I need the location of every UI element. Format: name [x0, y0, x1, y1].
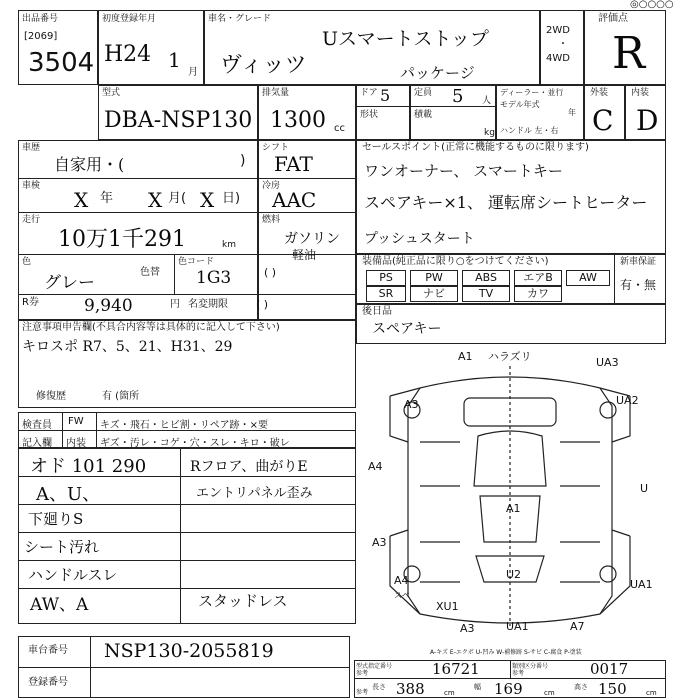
insp-line-1: オド 101 290	[30, 456, 147, 477]
mark-xu1: XU1	[436, 600, 459, 613]
len-label: 長さ	[372, 683, 386, 691]
regno-label: 登録番号	[28, 677, 68, 688]
ac-value: AAC	[272, 188, 317, 212]
inspector-row1: キズ・飛石・ヒビ割・リペア跡・×要	[100, 420, 268, 431]
fuel-label: 燃料	[262, 215, 281, 225]
transfer-value: ( )	[256, 298, 269, 311]
top-right-marks: ◎○○○○	[630, 0, 674, 10]
stock-label: 出品番号	[22, 14, 59, 24]
mileage-value: 10万1千291	[58, 227, 186, 252]
history-close: )	[240, 153, 246, 169]
color-code-value: 1G3	[196, 268, 232, 288]
shift-value: FAT	[274, 152, 313, 176]
drive-4wd: 4WD	[546, 53, 570, 64]
disp-unit: cc	[334, 123, 345, 134]
mark-spare: スペ	[394, 591, 410, 600]
insp-line-3: 下廻りS	[28, 510, 84, 528]
mark-a7: A7	[570, 620, 585, 633]
mark-a3-left: A3	[404, 398, 419, 411]
eq-abs: ABS	[462, 270, 510, 286]
score-label: 評価点	[598, 13, 628, 24]
mark-a3-rear: A3	[460, 622, 475, 635]
vin-value: NSP130-2055819	[104, 640, 274, 662]
disp-value: 1300	[270, 108, 326, 133]
len-unit: cm	[444, 689, 455, 697]
insp-line-6: AW、A	[30, 595, 89, 615]
inspection-unit-y: 年	[100, 191, 114, 206]
load-unit: kg	[484, 128, 495, 138]
notes-value: キロスポ R7、5、21、H31、29	[22, 339, 233, 355]
cls-label: 類別区分番号	[512, 663, 549, 670]
mileage-unit: km	[222, 240, 236, 250]
shape-label: 形状	[360, 110, 379, 120]
stock-number: 3504	[28, 48, 95, 78]
len-value: 388	[396, 680, 425, 698]
cls-value: 0017	[590, 660, 629, 678]
insp-line-2: A、U、	[36, 484, 101, 505]
inspector-int: 内装	[66, 438, 86, 449]
mark-ua1-right: UA1	[630, 578, 653, 591]
inspection-label: 車検	[22, 181, 41, 191]
wid-label: 幅	[474, 683, 481, 691]
insp-line-4: シート汚れ	[24, 538, 100, 556]
color-label: 色	[22, 257, 32, 267]
grade-value: Uスマートストップ	[322, 28, 489, 50]
cap-value: 5	[452, 86, 464, 107]
mark-ua3: UA3	[596, 356, 619, 369]
drive-2wd: 2WD	[546, 25, 570, 36]
fuel-other: ( )	[264, 266, 277, 279]
door-label: ドア	[360, 88, 378, 98]
mark-a4-left: A4	[368, 460, 383, 473]
score-value: R	[612, 28, 646, 79]
dealer-label: ディーラー・並行	[500, 88, 564, 97]
mark-a1-center: A1	[506, 502, 521, 515]
inspector-label1: 検査員	[22, 420, 52, 431]
mark-u-right: U	[640, 482, 649, 495]
sales-label: セールスポイント(正常に機能するものに限ります)	[362, 142, 589, 153]
int-value: D	[636, 104, 659, 137]
notes-box	[18, 320, 356, 408]
insp-right-1: Rフロア、曲がりE	[190, 459, 308, 475]
sales-line2: スペアキー×1、 運転席シートヒーター	[364, 193, 648, 212]
fuel-diesel: 軽油	[292, 248, 317, 262]
pkg-label: 型式指定番号	[356, 663, 393, 670]
name-value: ヴィッツ	[220, 53, 307, 78]
disp-label: 排気量	[262, 88, 290, 98]
ref-2: 参考	[512, 670, 525, 677]
inspection-y: X	[74, 188, 89, 212]
inspection-unit-m: 月(	[168, 191, 187, 206]
car-damage-diagram	[360, 346, 666, 646]
eq-airbag: エアB	[514, 270, 562, 286]
rcert-unit: 円	[170, 299, 180, 310]
color-value: グレー	[44, 273, 95, 293]
inspector-label2: 記入欄	[22, 438, 52, 449]
hgt-value: 150	[598, 680, 627, 698]
wid-unit: cm	[544, 689, 555, 697]
mark-harazuri: ハラズリ	[488, 350, 532, 363]
grade-value2: パッケージ	[400, 64, 475, 82]
mileage-label: 走行	[22, 215, 41, 225]
insp-right-2: エントリパネル歪み	[196, 486, 313, 501]
notes-label: 注意事項申告欄(不具合内容等は具体的に記入して下さい)	[22, 322, 280, 333]
ac-label: 冷房	[262, 181, 281, 191]
mark-a4-rear: A4	[394, 574, 409, 587]
int-label: 内装	[631, 88, 650, 98]
repair-label: 修復歴	[36, 391, 66, 402]
year-unit: 年	[568, 108, 576, 117]
sales-line3: プッシュスタート	[364, 231, 475, 247]
name-label: 車名・グレード	[208, 14, 272, 24]
drive-dot: ・	[558, 39, 568, 50]
eq-sr: SR	[366, 286, 406, 302]
ext-label: 外装	[590, 88, 609, 98]
repair-value: 有 (箇所	[102, 391, 140, 402]
rcert-label: R券	[22, 297, 39, 308]
inspection-m: X	[148, 188, 163, 212]
color-no-label: 色替	[140, 267, 160, 278]
mark-ua1-rear: UA1	[506, 620, 529, 633]
load-label: 積載	[414, 110, 433, 120]
transfer-label: 名変期限	[188, 299, 228, 310]
handle-label: ハンドル 左・右	[500, 126, 559, 135]
reg-month-unit: 月	[188, 67, 198, 78]
hgt-unit: cm	[646, 689, 657, 697]
inspection-d: X	[200, 188, 215, 212]
insp-line-5: ハンドルスレ	[28, 566, 118, 584]
eq-leather: カワ	[514, 286, 562, 302]
cap-unit: 人	[482, 96, 492, 106]
history-value: 自家用・(	[54, 155, 125, 174]
new-label: 新車保証	[620, 257, 657, 267]
sales-line1: ワンオーナー、 スマートキー	[364, 162, 563, 180]
ref-1: 参考	[356, 670, 369, 677]
mark-u2: U2	[506, 568, 522, 581]
ref-3: 参考	[356, 689, 369, 696]
color-code-label: 色コード	[178, 257, 215, 267]
hgt-label: 高さ	[574, 683, 588, 691]
cap-label: 定員	[414, 88, 433, 98]
wid-value: 169	[494, 680, 523, 698]
back-label: 後日品	[362, 306, 392, 317]
inspection-unit-d: 日)	[222, 191, 241, 206]
eq-tv: TV	[462, 286, 510, 302]
mark-a3-rear-left: A3	[372, 536, 387, 549]
mark-ua2: UA2	[616, 394, 639, 407]
vin-label: 車台番号	[28, 645, 68, 656]
insp-right-6: スタッドレス	[198, 592, 288, 610]
pkg-value: 16721	[432, 660, 480, 678]
model-label: 型式	[102, 88, 121, 98]
eq-ps: PS	[366, 270, 406, 286]
ext-value: C	[592, 104, 614, 137]
back-value: スペアキー	[372, 321, 442, 337]
eq-pw: PW	[410, 270, 458, 286]
shift-label: シフト	[262, 143, 290, 153]
reg-label: 初度登録年月	[102, 14, 157, 24]
reg-value: H24	[104, 42, 152, 67]
model-year-label: モデル年式	[500, 100, 540, 109]
diagram-legend: A-キズ E-エクボ U-凹み W-補修跡 S-サビ C-腐食 P-塗装	[430, 649, 582, 656]
history-label: 車歴	[22, 143, 41, 153]
equipment-label: 装備品(純正品に限り○をつけてください)	[362, 256, 549, 267]
door-value: 5	[380, 86, 391, 105]
fuel-gas: ガソリン	[284, 231, 340, 247]
eq-aw: AW	[566, 270, 610, 286]
eq-navi: ナビ	[410, 286, 458, 302]
model-value: DBA-NSP130	[104, 108, 253, 133]
stock-sub: [2069]	[24, 31, 58, 42]
inspector-row2: ギズ・汚レ・コゲ・穴・スレ・キロ・破レ	[100, 438, 290, 449]
mark-a1-front: A1	[458, 350, 473, 363]
inspector-fw: FW	[68, 416, 84, 427]
new-value: 有・無	[620, 278, 657, 292]
reg-month: 1	[168, 48, 181, 72]
rcert-value: 9,940	[84, 296, 133, 316]
